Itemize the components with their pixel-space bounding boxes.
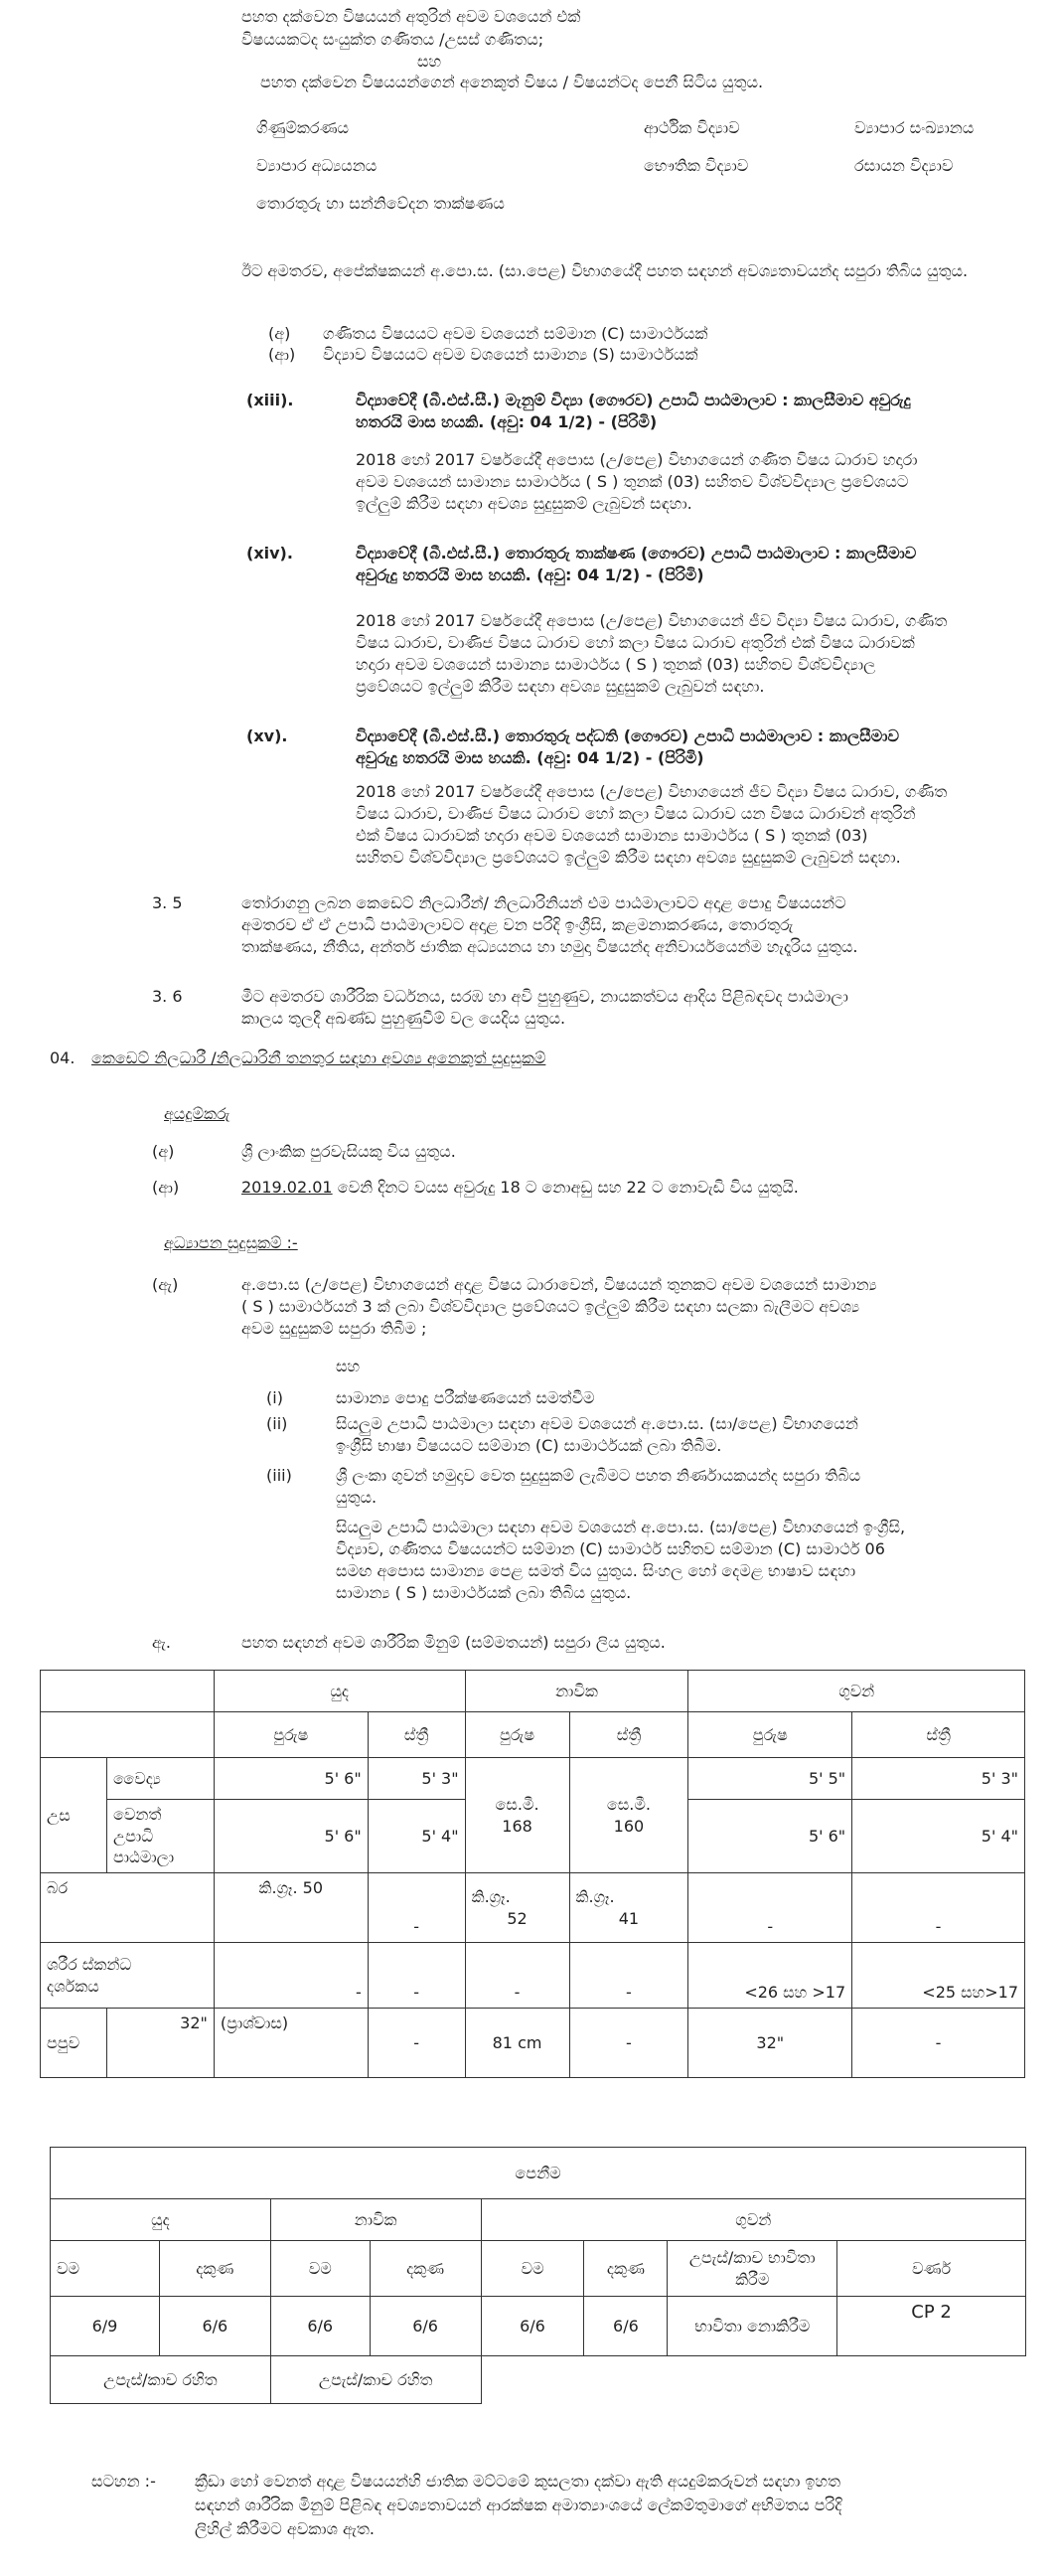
note-label: සටහන :- <box>91 2472 156 2491</box>
intro-line-1: පහත දක්වෙන විෂයයන් අතුරින් අවම වශයෙන් එක් <box>241 7 581 26</box>
ol-req-label-aa: (ආ) <box>268 345 296 364</box>
intro-saha: සහ <box>417 52 442 71</box>
eyesight-footer-row <box>51 2356 1026 2404</box>
navy-height-female-unit: සෙ.මී. <box>606 1794 651 1814</box>
bmi-label <box>41 1943 215 2009</box>
education-extra-line-1: සියලුම උපාධි පාඨමාලා සඳහා අවම වශයෙන් අ.පො.ස. (සා/පෙළ) විභාගයෙන් ඉංග්‍රීසි, <box>336 1518 906 1536</box>
group-airforce: ගුවන් <box>688 1671 1025 1712</box>
navy-height-male <box>465 1758 569 1873</box>
weight-army-female: - <box>368 1873 465 1943</box>
eyesight-glasses: භාවිතා නොකිරීම <box>668 2297 837 2356</box>
eyesight-head-army-left: වම <box>51 2241 160 2297</box>
education-line-2: ( S ) සාමාර්ථයන් 3 ක් ලබා විශ්වවිද්‍යාල ප්‍රවේශයට ඉල්ලුම් කිරීම සඳහා සලකා බැලීමට අවශ්‍ය <box>241 1297 860 1316</box>
bmi-airforce-female: <25 සහ>17 <box>852 1943 1025 2009</box>
group-army: යුද <box>214 1671 465 1712</box>
education-sub-ii-line-2: ඉංග්‍රීසි භාෂා විෂයයට සම්මාන (C) සාමාර්ථයක් ලබා තිබීම. <box>336 1436 722 1455</box>
weight-airforce-female: - <box>852 1873 1025 1943</box>
eyesight-navy-left: 6/6 <box>270 2297 370 2356</box>
education-line-1: අ.පො.ස (උ/පෙළ) විභාගයෙන් අදාළ විෂය ධාරාවෙන්, විෂයයන් තුනකට අවම වශයෙන් සාමාන්‍ය <box>241 1275 877 1294</box>
weight-navy-female-unit: කි.ග්‍රෑ. <box>575 1886 615 1906</box>
degree-body-xiv-3: හදාරා අවම වශයෙන් සාමාන්‍ය සාමාර්ථය ( S ) තුනක් (03) සහිතව විශ්වවිද්‍යාල <box>356 655 876 674</box>
eligibility-date: 2019.02.01 <box>241 1178 333 1197</box>
medical-airforce-female: 5' 3" <box>852 1758 1025 1800</box>
degree-body-xv-1: 2018 හෝ 2017 වර්ෂයේදී අපොස (උ/පෙළ) විභාගයෙන් ජීව විද්‍යා විෂය ධාරාව, ගණිත <box>356 782 948 801</box>
eyesight-head-army-right: දකුණ <box>159 2241 270 2297</box>
other-army-male: 5' 6" <box>214 1800 368 1873</box>
eligibility-heading: අයදුම්කරු <box>164 1104 230 1123</box>
bmi-army-male: - <box>214 1943 368 2009</box>
eyesight-group-row <box>51 2199 1026 2241</box>
navy-height-female-value: 160 <box>613 1816 645 1836</box>
physical-label: ඇ. <box>152 1633 171 1652</box>
degree-body-xiii-1: 2018 හෝ 2017 වර්ෂයේදී අපොස (උ/පෙළ) විභාගයෙන් ගණිත විෂය ධාරාව හදාරා <box>356 450 918 469</box>
eligibility-citizen: ශ්‍රී ලාංකික පුරවැසියකු විය යුතුය. <box>241 1142 456 1161</box>
table-row-weight <box>41 1873 1025 1943</box>
bmi-army-female: - <box>368 1943 465 2009</box>
weight-navy-male-unit: කි.ග්‍රෑ. <box>471 1886 511 1906</box>
sex-navy-male: පුරුෂ <box>465 1712 569 1758</box>
eligibility-age <box>241 1177 799 1199</box>
eyesight-head-navy-right: දකුණ <box>370 2241 481 2297</box>
eyesight-air-left: 6/6 <box>481 2297 584 2356</box>
education-sub-label-iii: (iii) <box>266 1466 292 1485</box>
chest-label: පපුව <box>41 2009 107 2078</box>
weight-navy-male-value: 52 <box>507 1908 528 1928</box>
eyesight-head-navy-left: වම <box>270 2241 370 2297</box>
degree-body-xiv-4: ප්‍රවේශයට ඉල්ලුම් කිරීම සඳහා අවශ්‍ය සුදුසුකම් ලැබුවන් සඳහා. <box>356 677 765 696</box>
education-extra-line-4: සාමාන්‍ය ( S ) සාමාර්ථයක් ලබා තිබිය යුතුය. <box>336 1583 632 1602</box>
ol-req-science: විද්‍යාව විෂයයට අවම වශයෙන් සාමාන්‍ය (S) සාමාර්ථයක් <box>323 345 698 364</box>
sex-army-female: ස්ත්‍රී <box>368 1712 465 1758</box>
navy-height-male-unit: සෙ.මී. <box>495 1794 539 1814</box>
other-army-female: 5' 4" <box>368 1800 465 1873</box>
subject-business-studies: ව්‍යාපාර අධ්‍යයනය <box>256 156 378 175</box>
eyesight-head-colour: වර්ණ <box>837 2241 1026 2297</box>
table-sex-row <box>41 1712 1025 1758</box>
degree-title-xv-1: විද්‍යාවේදී (බී.එස්.සී.) තොරතුරු පද්ධති (ගෞරව) උපාධි පාඨමාලාව : කාලසීමාව <box>356 726 899 745</box>
subject-economics: ආර්ථික විද්‍යාව <box>644 118 740 137</box>
degree-body-xiv-2: විෂය ධාරාව, වාණිජ විෂය ධාරාව හෝ කලා විෂය ධාරාව අතුරින් එක් විෂය ධාරාවක් <box>356 633 915 652</box>
chest-army-male: (ප්‍රාශ්වාස) <box>214 2009 368 2078</box>
eyesight-values-row <box>51 2297 1026 2356</box>
eyesight-group-army: යුද <box>51 2199 271 2241</box>
eyesight-group-navy: නාවික <box>270 2199 481 2241</box>
degree-title-xiii-2: හතරයි මාස හයකි. (අවු: 04 1/2) - (පිරිමි) <box>356 412 658 431</box>
degree-body-xv-3: එක් විෂය ධාරාවක් හදාරා අවම වශයෙන් සාමාන්‍ය සාමාර්ථය ( S ) තුනක් (03) <box>356 826 868 845</box>
chest-navy-male: 81 cm <box>465 2009 569 2078</box>
note-line-2: සඳහන් ශාරීරික මිනුම් පිළිබඳ අවශ්‍යතාවයන් ආරක්ෂක අමාත්‍යාංශයේ ලේකම්තුමාගේ අභිමතය පරිදි <box>195 2496 842 2514</box>
degree-body-xiii-2: අවම වශයෙන් සාමාන්‍ය සාමාර්ථය ( S ) තුනක් (03) සහිතව විශ්වවිද්‍යාල ප්‍රවේශයට <box>356 472 909 491</box>
medical-airforce-male: 5' 5" <box>688 1758 852 1800</box>
medical-army-female: 5' 3" <box>368 1758 465 1800</box>
other-label-3: පාඨමාලා <box>112 1848 175 1867</box>
chest-airforce-male: 32" <box>688 2009 852 2078</box>
sex-army-male: පුරුෂ <box>214 1712 368 1758</box>
para-3-6-num: 3. 6 <box>152 987 183 1006</box>
eyesight-group-airforce: ගුවන් <box>481 2199 1025 2241</box>
education-sub-iii-line-2: යුතුය. <box>336 1488 378 1507</box>
degree-body-xiii-3: ඉල්ලුම් කිරීම සඳහා අවශ්‍ය සුදුසුකම් ලැබුවන් සඳහා. <box>356 494 692 513</box>
para-3-6-line-2: කාලය තුලදී අඛණ්ඩ පුහුණුවීම් වල යෙදිය යුතුය. <box>241 1009 566 1028</box>
eyesight-head-glasses: උපැස්/කාච භාවිතා කිරීම <box>668 2241 837 2297</box>
other-airforce-female: 5' 4" <box>852 1800 1025 1873</box>
eyesight-head-air-right: දකුණ <box>584 2241 668 2297</box>
group-navy: නාවික <box>465 1671 688 1712</box>
eyesight-army-right: 6/6 <box>159 2297 270 2356</box>
other-airforce-male: 5' 6" <box>688 1800 852 1873</box>
education-line-3: අවම සුදුසුකම් සපුරා තිබීම ; <box>241 1319 427 1338</box>
para-3-5-line-3: තාක්ෂණය, නීතිය, අන්තර් ජාතික අධ්‍යයනය හා හමුදා විෂයන්ද අනිවාර්යයෙන්ම හැදෑරිය යුතුය. <box>241 937 858 956</box>
education-sub-i-line-1: සාමාන්‍ය පොදු පරීක්ෂණයෙන් සමත්වීම <box>336 1388 595 1407</box>
other-degrees-label <box>106 1800 214 1873</box>
bmi-navy-male: - <box>465 1943 569 2009</box>
physical-text: පහත සඳහන් අවම ශාරීරික මිනුම් (සම්මතයන්) සපුරා ලිය යුතුය. <box>241 1633 666 1652</box>
degree-body-xv-2: විෂය ධාරාව, වාණිජ විෂය ධාරාව හෝ කලා විෂය ධාරාව යන විෂය ධාරාවන් අතුරින් <box>356 804 916 823</box>
eyesight-army-left: 6/9 <box>51 2297 160 2356</box>
bmi-navy-female: - <box>569 1943 688 2009</box>
navy-height-male-value: 168 <box>502 1816 532 1836</box>
degree-title-xiv-1: විද්‍යාවේදී (බී.එස්.සී.) තොරතුරු තාක්ෂණ (ගෞරව) උපාධි පාඨමාලාව : කාලසීමාව <box>356 544 917 563</box>
height-label: උස <box>41 1758 107 1873</box>
degree-num-xiv: (xiv). <box>246 544 293 563</box>
physical-measurements-table <box>40 1670 1025 2078</box>
eyesight-footer-navy: උපැස්/කාච රහිත <box>270 2356 481 2404</box>
sex-airforce-female: ස්ත්‍රී <box>852 1712 1025 1758</box>
other-label-2: උපාධි <box>112 1826 154 1846</box>
education-saha: සහ <box>336 1357 361 1375</box>
degree-body-xiv-1: 2018 හෝ 2017 වර්ෂයේදී අපොස (උ/පෙළ) විභාගයෙන් ජීව විද්‍යා විෂය ධාරාව, ගණිත <box>356 611 948 630</box>
weight-navy-female <box>569 1873 688 1943</box>
education-sub-label-ii: (ii) <box>266 1414 288 1433</box>
subject-ict: තොරතුරු හා සන්නිවේදන තාක්ෂණය <box>256 194 505 213</box>
degree-num-xv: (xv). <box>246 726 288 745</box>
education-label: (ඇ) <box>152 1275 179 1294</box>
intro-line-2: විෂයයකටද සංයුක්ත ගණිතය /උසස් ගණිතය; <box>241 30 544 49</box>
table-row-bmi <box>41 1943 1025 2009</box>
education-extra-line-3: සමඟ අපොස සාමාන්‍ය පෙළ සමත් විය යුතුය. සිංහල හෝ දෙමළ භාෂාව සඳහා <box>336 1561 856 1580</box>
chest-airforce-female: - <box>852 2009 1025 2078</box>
para-3-5-num: 3. 5 <box>152 893 183 912</box>
subject-business-statistics: ව්‍යාපාර සංඛ්‍යානය <box>854 118 975 137</box>
table-header-row <box>41 1671 1025 1712</box>
eyesight-navy-right: 6/6 <box>370 2297 481 2356</box>
eligibility-age-text: වෙනි දිනට වයස අවුරුදු 18 ට නොඅඩු සහ 22 ට නොවැඩි විය යුතුයි. <box>332 1178 799 1197</box>
eyesight-title-row <box>51 2148 1026 2199</box>
bmi-airforce-male: <26 සහ >17 <box>688 1943 852 2009</box>
other-label-1: වෙනත් <box>112 1805 162 1825</box>
bmi-label-1: ශරීර ස්කන්ධ <box>47 1954 132 1974</box>
eyesight-title: පෙනීම <box>51 2148 1026 2199</box>
medical-army-male: 5' 6" <box>214 1758 368 1800</box>
education-sub-ii-line-1: සියලුම උපාධි පාඨමාලා සඳහා අවම වශයෙන් අ.පො.ස. (සා/පෙළ) විභාගයෙන් <box>336 1414 858 1433</box>
bmi-label-2: දර්ශකය <box>47 1976 99 1996</box>
chest-army-female: - <box>368 2009 465 2078</box>
ol-req-label-a: (අ) <box>268 324 291 343</box>
eyesight-header-row <box>51 2241 1026 2297</box>
weight-navy-male <box>465 1873 569 1943</box>
eyesight-air-right: 6/6 <box>584 2297 668 2356</box>
degree-title-xiii-1: විද්‍යාවේදී (බී.එස්.සී.) මැනුම් විද්‍යා (ගෞරව) උපාධි පාඨමාලාව : කාලසීමාව අවුරුදු <box>356 391 911 409</box>
eligibility-label-a: (අ) <box>152 1142 175 1161</box>
weight-airforce-male: - <box>688 1873 852 1943</box>
section-04-num: 04. <box>50 1048 76 1067</box>
intro-line-3: පහත දක්වෙන විෂයයන්ගෙන් අනෙකුත් විෂය / විෂයන්ටද පෙනී සිටිය යුතුය. <box>260 73 764 91</box>
eyesight-footer-army: උපැස්/කාච රහිත <box>51 2356 271 2404</box>
medical-label: වෛද්‍ය <box>106 1758 214 1800</box>
navy-height-female <box>569 1758 688 1873</box>
chest-first: 32" <box>106 2009 214 2078</box>
subject-accounting: ගිණුම්කරණය <box>256 118 350 137</box>
weight-army-male: කි.ග්‍රෑ. 50 <box>214 1873 368 1943</box>
eyesight-head-air-left: වම <box>481 2241 584 2297</box>
note-line-3: ලිහිල් කිරීමට අවකාශ ඇත. <box>195 2519 375 2538</box>
education-extra-line-2: විද්‍යාව, ගණිතය විෂයයන්ට සම්මාන (C) සාමාර්ථ සහිතව සම්මාන (C) සාමාර්ථ 06 <box>336 1539 885 1558</box>
para-3-5-line-1: තෝරාගනු ලබන කෙඩෙට් නිලධාරීන්/ නිලධාරිනියන් එම පාඨමාලාවට අදාළ පොදු විෂයයන්ට <box>241 893 846 912</box>
subject-chemistry: රසායන විද්‍යාව <box>854 156 954 175</box>
section-04-title: කෙඩෙට් නිලධාරී /නිලධාරිනී තනතුර සඳහා අවශ්‍ය අනෙකුත් සුදුසුකම් <box>91 1048 546 1067</box>
ol-requirement-intro: ඊට අමතරව, අපේක්ෂකයන් අ.පො.ස. (සා.පෙළ) විභාගයේදී පහත සඳහන් අවශ්‍යතාවයන්ද සපුරා තිබිය යුතුය. <box>241 261 969 280</box>
table-row-medical <box>41 1758 1025 1800</box>
sex-airforce-male: පුරුෂ <box>688 1712 852 1758</box>
para-3-6-line-1: මීට අමතරව ශාරීරික වර්ධනය, සරඹ හා අවි පුහුණුව, නායකත්වය ආදිය පිළිබඳවද පාඨමාලා <box>241 987 848 1006</box>
sex-navy-female: ස්ත්‍රී <box>569 1712 688 1758</box>
degree-title-xiv-2: අවුරුදු හතරයි මාස හයකි. (අවු: 04 1/2) - (පිරිමි) <box>356 565 704 584</box>
eligibility-label-aa: (ආ) <box>152 1178 180 1197</box>
ol-req-maths: ගණිතය විෂයයට අවම වශයෙන් සම්මාන (C) සාමාර්ථයක් <box>323 324 708 343</box>
education-sub-label-i: (i) <box>266 1388 283 1407</box>
degree-title-xv-2: අවුරුදු හතරයි මාස හයකි. (අවු: 04 1/2) - (පිරිමි) <box>356 748 704 767</box>
education-sub-iii-line-1: ශ්‍රී ලංකා ගුවන් හමුදාව වෙත සුදුසුකම් ලැබීමට පහත නිර්ණායකයන්ද සපුරා තිබිය <box>336 1466 861 1485</box>
degree-num-xiii: (xiii). <box>246 391 294 409</box>
weight-navy-female-value: 41 <box>618 1908 640 1928</box>
para-3-5-line-2: අමතරව ඒ ඒ උපාධි පාඨමාලාවට අදාළ වන පරිදි ඉංග්‍රීසි, කළමනාකරණය, තොරතුරු <box>241 915 794 934</box>
eyesight-table <box>50 2147 1026 2404</box>
note-line-1: ක්‍රීඩා හෝ වෙනත් අදාළ විෂයයන්හි ජාතික මට්ටමේ කුසලතා දක්වා ඇති අයදුම්කරුවන් සඳහා ඉහත <box>195 2472 841 2491</box>
education-heading: අධ්‍යාපන සුදුසුකම් :- <box>164 1233 298 1252</box>
degree-body-xv-4: සහිතව විශ්වවිද්‍යාල ප්‍රවේශයට ඉල්ලුම් කිරීම සඳහා අවශ්‍ය සුදුසුකම් ලැබුවන් සඳහා. <box>356 848 901 867</box>
eyesight-colour: CP 2 <box>837 2297 1026 2356</box>
chest-navy-female: - <box>569 2009 688 2078</box>
subject-physics: භෞතික විද්‍යාව <box>644 156 749 175</box>
table-row-chest <box>41 2009 1025 2078</box>
weight-label: බර <box>41 1873 215 1943</box>
